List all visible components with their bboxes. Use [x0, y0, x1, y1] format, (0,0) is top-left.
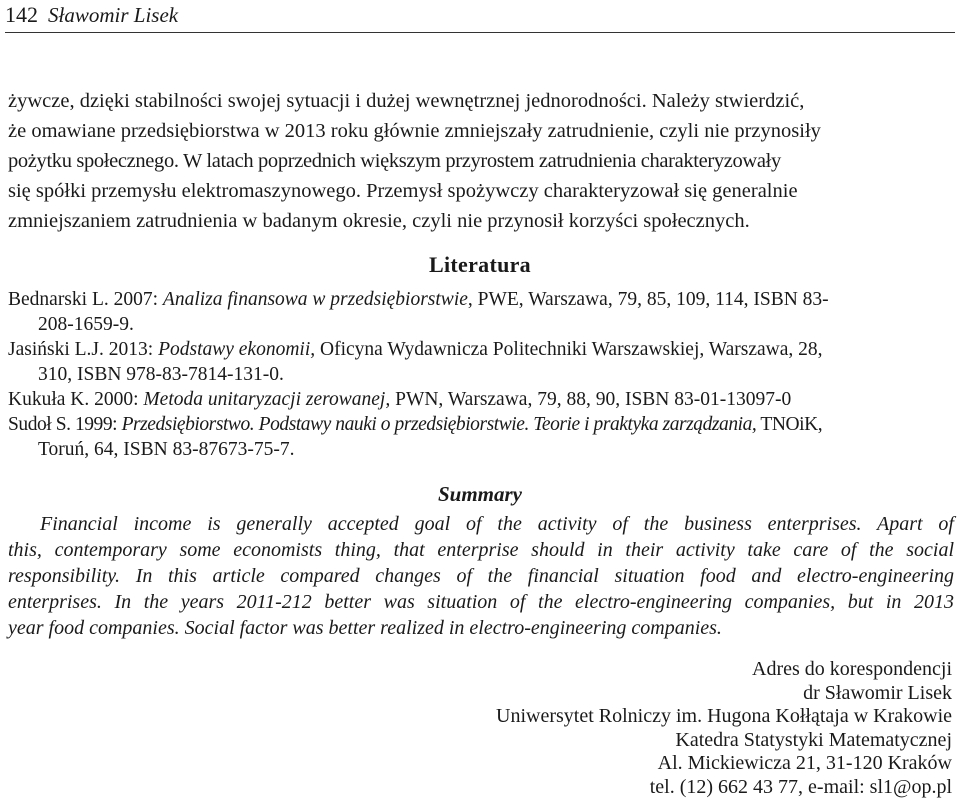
- address-line: dr Sławomir Lisek: [803, 681, 952, 704]
- reference-continuation: 310, ISBN 978-83-7814-131-0.: [38, 364, 284, 385]
- ref-year: 2013:: [108, 339, 154, 360]
- reference-list: [8, 287, 954, 462]
- ref-details: TNOiK,: [756, 414, 823, 435]
- summary-line: enterprises. In the years 2011-212 better was situation of the electro-engineering companies, but in 2013: [8, 591, 954, 613]
- ref-year: 2007:: [113, 289, 159, 310]
- summary-line: year food companies. Social factor was better realized in electro-engineering companies.: [8, 617, 722, 639]
- running-header: [5, 0, 955, 33]
- summary-line: responsibility. In this article compared changes of the financial situation food and electro-engineering: [8, 565, 954, 587]
- ref-year: 2000:: [94, 389, 139, 410]
- ref-author: Sudoł S.: [8, 414, 71, 435]
- ref-title: Przedsiębiorstwo. Podstawy nauki o przedsiębiorstwie. Teorie i praktyka zarządzania,: [121, 414, 757, 435]
- ref-year: 1999:: [74, 414, 118, 435]
- correspondence-address: [352, 658, 952, 799]
- summary-paragraph: [8, 511, 954, 641]
- literature-heading: Literatura: [429, 252, 531, 277]
- ref-author: Bednarski L.: [8, 289, 109, 310]
- ref-author: Kukuła K.: [8, 389, 90, 410]
- body-line: pożytku społecznego. W latach poprzednich większym przyrostem zatrudnienia charakteryzowały: [8, 150, 781, 172]
- ref-details: , PWE, Warszawa, 79, 85, 109, 114, ISBN 83-: [467, 289, 829, 310]
- reference-item: [8, 337, 954, 362]
- page-number: 142: [5, 2, 38, 27]
- summary-heading: Summary: [437, 482, 523, 506]
- ref-title: Analiza finansowa w przedsiębiorstwie: [162, 289, 468, 310]
- summary-line: Financial income is generally accepted goal of the activity of the business enterprises. Apart of: [40, 513, 954, 535]
- ref-title: Podstawy ekonomii,: [158, 339, 316, 360]
- body-line: się spółki przemysłu elektromaszynowego. Przemysł spożywczy charakteryzował się generalnie: [8, 180, 798, 202]
- address-line: Katedra Statystyki Matematycznej: [675, 728, 952, 751]
- ref-title: Metoda unitaryzacji zerowanej,: [143, 389, 391, 410]
- ref-author: Jasiński L.J.: [8, 339, 104, 360]
- reference-item: [8, 387, 954, 412]
- address-line: tel. (12) 662 43 77, e-mail: sl1@op.pl: [649, 775, 952, 798]
- body-paragraph: [8, 86, 954, 236]
- ref-details: Oficyna Wydawnicza Politechniki Warszawskiej, Warszawa, 28,: [315, 339, 823, 360]
- reference-item: [8, 287, 954, 312]
- address-line: Adres do korespondencji: [752, 658, 952, 680]
- reference-item: [8, 412, 954, 437]
- body-line: że omawiane przedsiębiorstwa w 2013 roku głównie zmniejszały zatrudnienie, czyli nie przynosiły: [8, 120, 821, 142]
- reference-continuation: 208-1659-9.: [38, 314, 134, 335]
- summary-line: this, contemporary some economists thing, that enterprise should in their activity take care of the social: [8, 539, 954, 561]
- running-head-author: Sławomir Lisek: [48, 3, 179, 27]
- address-line: Al. Mickiewicza 21, 31-120 Kraków: [657, 752, 952, 774]
- address-line: Uniwersytet Rolniczy im. Hugona Kołłątaja w Krakowie: [496, 705, 952, 727]
- reference-continuation: Toruń, 64, ISBN 83-87673-75-7.: [38, 439, 295, 460]
- body-line: żywcze, dzięki stabilności swojej sytuacji i dużej wewnętrznej jednorodności. Należy stwierdzić,: [8, 90, 805, 112]
- body-line: zmniejszaniem zatrudnienia w badanym okresie, czyli nie przynosił korzyści społecznych.: [8, 210, 750, 232]
- ref-details: PWN, Warszawa, 79, 88, 90, ISBN 83-01-13097-0: [390, 389, 792, 410]
